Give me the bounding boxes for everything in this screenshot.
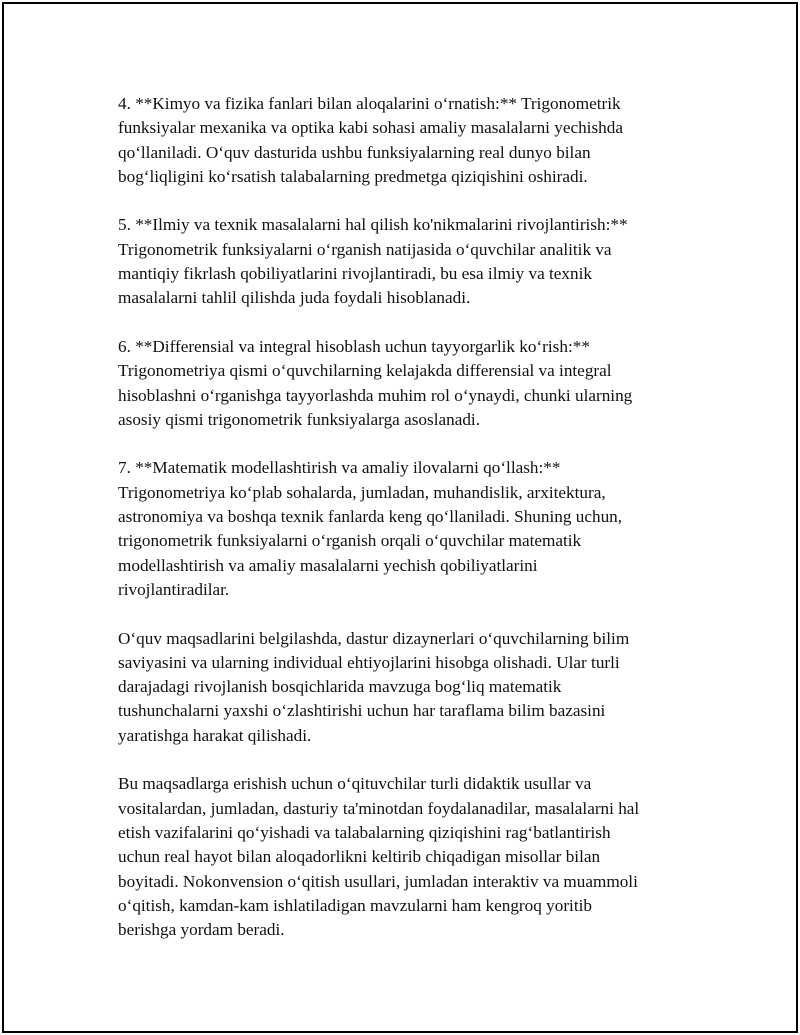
- text-line: rivojlantiradilar.: [118, 579, 230, 599]
- text-line: darajadagi rivojlanish bosqichlarida mavzuga bog‘liq matematik: [118, 677, 562, 697]
- text-line: boyitadi. Nokonvension o‘qitish usullari, jumladan interaktiv va muammoli: [118, 871, 638, 891]
- text-line: hisoblashni o‘rganishga tayyorlashda muhim rol o‘ynaydi, chunki ularning: [118, 385, 633, 405]
- paragraph-item-5: [118, 213, 688, 310]
- text-line: berishga yordam beradi.: [118, 920, 285, 940]
- text-line: Bu maqsadlarga erishish uchun o‘qituvchilar turli didaktik usullar va: [118, 774, 592, 794]
- paragraph-item-6: [118, 335, 688, 432]
- paragraph-teaching-methods: [118, 772, 688, 942]
- text-line: saviyasini va ularning individual ehtiyojlarini hisobga olishadi. Ular turli: [118, 652, 620, 672]
- text-line: qo‘llaniladi. O‘quv dasturida ushbu funksiyalarning real dunyo bilan: [118, 142, 591, 162]
- text-line: etish vazifalarini qo‘yishadi va talabalarning qiziqishini rag‘batlantirish: [118, 822, 611, 842]
- text-line: o‘qitish, kamdan-kam ishlatiladigan mavzularni ham kengroq yoritib: [118, 895, 592, 915]
- paragraph-item-4: [118, 92, 688, 189]
- text-line: trigonometrik funksiyalarni o‘rganish orqali o‘quvchilar matematik: [118, 531, 582, 551]
- text-line: 4. **Kimyo va fizika fanlari bilan aloqalarini o‘rnatish:** Trigonometrik: [118, 94, 621, 113]
- text-line: mantiqiy fikrlash qobiliyatlarini rivojlantiradi, bu esa ilmiy va texnik: [118, 264, 592, 284]
- text-line: Trigonometriya ko‘plab sohalarda, jumladan, muhandislik, arxitektura,: [118, 482, 606, 502]
- document-body: [118, 92, 688, 967]
- text-line: yaratishga harakat qilishadi.: [118, 725, 312, 745]
- text-line: funksiyalar mexanika va optika kabi sohasi amaliy masalalarni yechishda: [118, 118, 623, 138]
- text-line: astronomiya va boshqa texnik fanlarda keng qo‘llaniladi. Shuning uchun,: [118, 507, 623, 527]
- text-line: 6. **Differensial va integral hisoblash uchun tayyorgarlik ko‘rish:**: [118, 336, 590, 356]
- text-line: 7. **Matematik modellashtirish va amaliy ilovalarni qo‘llash:**: [118, 458, 561, 478]
- paragraph-learning-goals: [118, 627, 688, 748]
- paragraph-item-7: [118, 456, 688, 602]
- text-line: uchun real hayot bilan aloqadorlikni keltirib chiqadigan misollar bilan: [118, 847, 601, 867]
- text-line: modellashtirish va amaliy masalalarni yechish qobiliyatlarini: [118, 555, 538, 575]
- text-line: O‘quv maqsadlarini belgilashda, dastur dizaynerlari o‘quvchilarning bilim: [118, 628, 630, 648]
- text-line: bog‘liqligini ko‘rsatish talabalarning predmetga qiziqishini oshiradi.: [118, 166, 588, 186]
- text-line: tushunchalarni yaxshi o‘zlashtirishi uchun har taraflama bilim bazasini: [118, 701, 606, 721]
- text-line: vositalardan, jumladan, dasturiy ta'minotdan foydalanadilar, masalalarni hal: [118, 798, 640, 818]
- text-line: masalalarni tahlil qilishda juda foydali hisoblanadi.: [118, 288, 471, 308]
- text-line: Trigonometrik funksiyalarni o‘rganish natijasida o‘quvchilar analitik va: [118, 239, 612, 259]
- text-line: Trigonometriya qismi o‘quvchilarning kelajakda differensial va integral: [118, 361, 612, 381]
- text-line: asosiy qismi trigonometrik funksiyalarga asoslanadi.: [118, 409, 480, 429]
- text-line: 5. **Ilmiy va texnik masalalarni hal qilish ko'nikmalarini rivojlantirish:**: [118, 215, 628, 235]
